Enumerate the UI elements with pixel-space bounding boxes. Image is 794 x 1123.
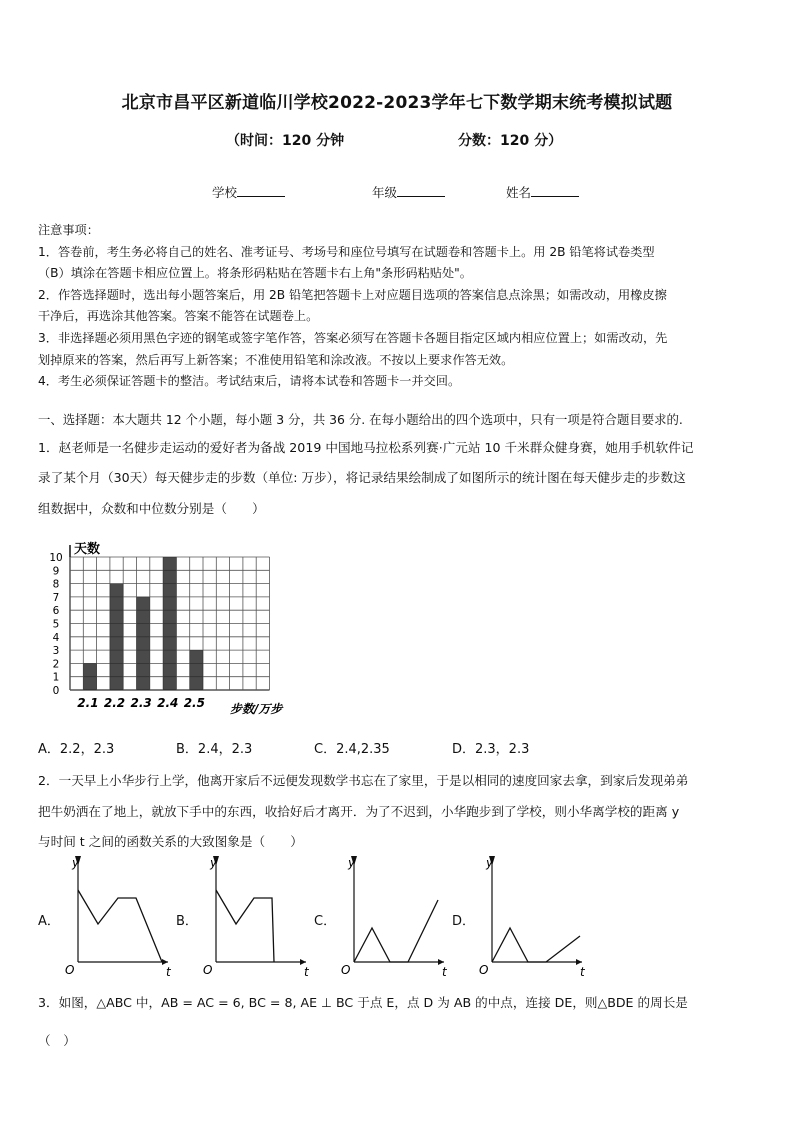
q2-graph-d[interactable] <box>476 852 596 980</box>
q1-option-d[interactable]: D．2.3，2.3 <box>452 742 530 757</box>
grade-field[interactable] <box>372 183 445 201</box>
y-tick-label: 10 <box>49 552 63 564</box>
note-line: 2．作答选择题时，选出每小题答案后，用 2B 铅笔把答题卡上对应题目选项的答案信息点涂黑；如需改动，用橡皮擦 <box>38 287 667 302</box>
origin-label: O <box>479 963 489 977</box>
note-line: 干净后，再选涂其他答案。答案不能答在试题卷上。 <box>38 309 319 324</box>
x-tick-label: 2.5 <box>183 696 205 710</box>
section-heading: 一、选择题：本大题共 12 个小题，每小题 3 分，共 36 分. 在每小题给出的四个选项中，只有一项是符合题目要求的. <box>38 412 683 427</box>
exam-time: （时间：120 分钟 <box>226 133 345 149</box>
note-line: 3．非选择题必须用黑色字迹的钢笔或签字笔作答，答案必须写在答题卡各题目指定区域内相应位置上；如需改动，先 <box>38 330 668 345</box>
q3-line: 3．如图，△ABC 中，AB = AC = 6, BC = 8, AE ⊥ BC 于点 E，点 D 为 AB 的中点，连接 DE，则△BDE 的周长是 <box>38 995 688 1010</box>
notes-section <box>38 220 758 393</box>
y-tick-label: 8 <box>52 578 60 591</box>
y-tick-label: 2 <box>52 658 60 671</box>
q3-blank: （ ） <box>38 1033 76 1048</box>
y-axis-label: y <box>486 856 494 870</box>
x-tick-label: 2.3 <box>130 696 152 710</box>
graph-line <box>354 900 438 962</box>
chart-x-ticks <box>77 696 205 710</box>
note-line: 4．考生必须保证答题卡的整洁。考试结束后，请将本试卷和答题卡一并交回。 <box>38 374 461 389</box>
origin-label: O <box>203 963 213 977</box>
x-axis-label: t <box>580 965 585 979</box>
bar-2.5 <box>190 650 203 690</box>
chart-y-label: 天数 <box>74 542 101 557</box>
q2-line: 与时间 t 之间的函数关系的大致图象是（ ） <box>38 834 303 849</box>
q1-line: 组数据中，众数和中位数分别是（ ） <box>38 501 265 516</box>
school-field[interactable] <box>212 183 285 201</box>
notes-heading: 注意事项： <box>38 223 99 237</box>
note-line: 划掉原来的答案，然后再写上新答案；不准使用铅笔和涂改液。不按以上要求作答无效。 <box>38 352 514 367</box>
exam-title: 北京市昌平区新道临川学校2022-2023学年七下数学期末统考模拟试题 <box>121 93 673 113</box>
y-tick-label: 6 <box>52 605 60 618</box>
q1-line: 录了某个月（30天）每天健步走的步数（单位: 万步），将记录结果绘制成了如图所示的统计图在每天健步走的步数这 <box>38 470 686 485</box>
q2-option-b-label[interactable]: B． <box>176 914 198 929</box>
q2-option-c-label[interactable]: C． <box>314 914 337 929</box>
bar-2.1 <box>83 663 96 690</box>
y-axis-label: y <box>210 856 218 870</box>
y-tick-label: 5 <box>52 618 60 631</box>
q1-line: 1．赵老师是一名健步走运动的爱好者为备战 2019 中国地马拉松系列赛·广元站 10 千米群众健身赛，她用手机软件记 <box>38 440 694 455</box>
origin-label: O <box>65 963 75 977</box>
y-tick-label: 3 <box>52 645 60 658</box>
bar-2.2 <box>110 584 123 690</box>
graph-line <box>492 928 580 962</box>
name-blank[interactable] <box>531 184 579 197</box>
y-tick-label: 7 <box>52 591 60 604</box>
q2-graph-a[interactable] <box>62 852 182 980</box>
note-line: 1．答卷前，考生务必将自己的姓名、准考证号、考场号和座位号填写在试题卷和答题卡上。用 2B 铅笔将试卷类型 <box>38 244 655 259</box>
exam-score: 分数：120 分） <box>458 133 563 149</box>
q2-line: 2．一天早上小华步行上学，他离开家后不远便发现数学书忘在了家里，于是以相同的速度回家去拿，到家后发现弟弟 <box>38 773 689 788</box>
q1-option-c[interactable]: C．2.4,2.35 <box>314 742 390 757</box>
name-label: 姓名 <box>506 185 532 200</box>
q2-line: 把牛奶洒在了地上，就放下手中的东西，收拾好后才离开．为了不迟到，小华跑步到了学校，则小华离学校的距离 y <box>38 804 680 819</box>
y-tick-label: 0 <box>52 685 60 697</box>
chart-y-ticks <box>49 552 62 697</box>
x-tick-label: 2.4 <box>157 696 179 710</box>
name-field[interactable] <box>506 183 579 201</box>
school-label: 学校 <box>212 185 238 200</box>
q1-bar-chart <box>30 535 300 725</box>
y-axis-label: y <box>72 856 80 870</box>
x-axis-label: t <box>166 965 171 979</box>
x-tick-label: 2.1 <box>77 696 99 710</box>
bar-2.3 <box>137 597 150 690</box>
note-line: （B）填涂在答题卡相应位置上。将条形码粘贴在答题卡右上角"条形码粘贴处"。 <box>38 266 472 281</box>
y-axis-label: y <box>348 856 356 870</box>
x-tick-label: 2.2 <box>103 696 126 710</box>
y-tick-label: 4 <box>52 631 60 644</box>
y-tick-label: 1 <box>52 671 60 684</box>
graph-line <box>216 890 274 962</box>
grade-blank[interactable] <box>397 184 445 197</box>
q1-option-b[interactable]: B．2.4，2.3 <box>176 742 253 757</box>
school-blank[interactable] <box>237 184 285 197</box>
q1-option-a[interactable]: A．2.2，2.3 <box>38 742 115 757</box>
grade-label: 年级 <box>372 185 398 200</box>
q2-graph-c[interactable] <box>338 852 458 980</box>
x-axis-label: t <box>304 965 309 979</box>
bar-2.4 <box>163 557 176 690</box>
graph-line <box>78 890 162 962</box>
x-axis-label: t <box>442 965 447 979</box>
q2-option-d-label[interactable]: D． <box>452 914 476 929</box>
origin-label: O <box>341 963 351 977</box>
q2-graph-b[interactable] <box>200 852 320 980</box>
chart-x-label: 步数/万步 <box>230 702 283 716</box>
y-tick-label: 9 <box>52 565 60 578</box>
q2-option-a-label[interactable]: A． <box>38 914 60 929</box>
